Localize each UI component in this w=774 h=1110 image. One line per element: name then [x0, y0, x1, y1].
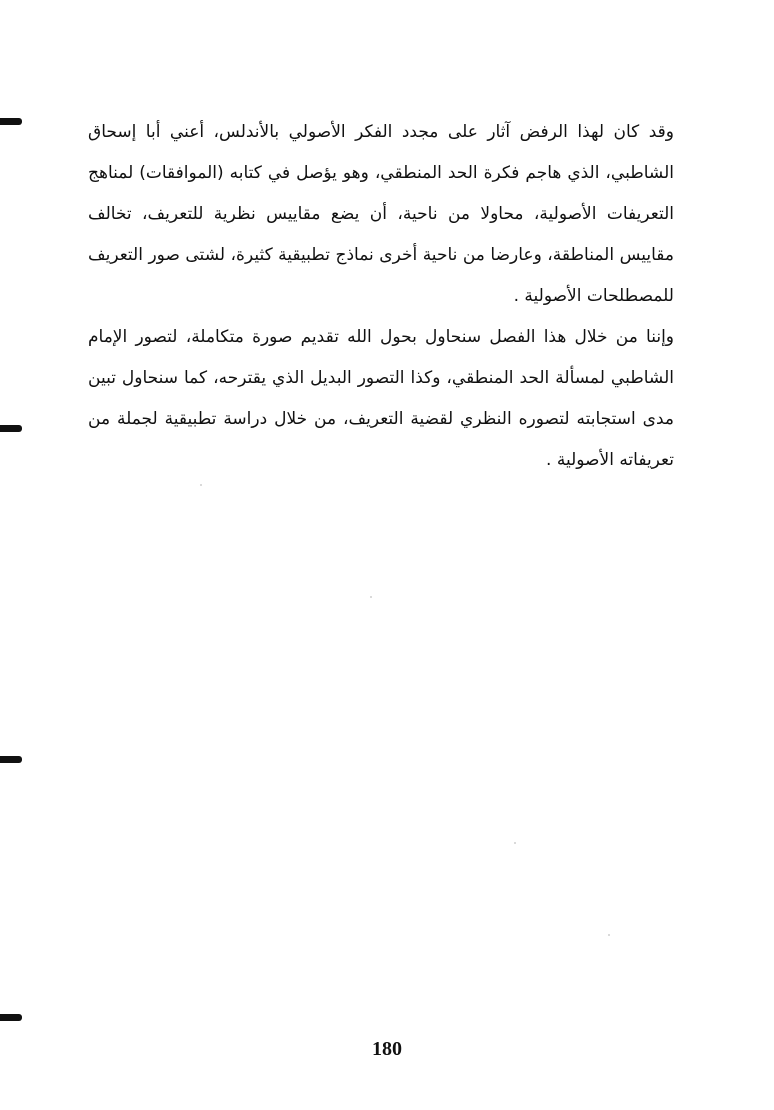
- scan-speck: [514, 842, 516, 844]
- paragraph-2: وإننا من خلال هذا الفصل سنحاول بحول الله تقديم صورة متكاملة، لتصور الإمام الشاطبي لمسألة الحد المنطقي، وكذا التصور البديل الذي يقترحه، كما سنحاول تبين مدى استجابته لتصوره النظري لقضية التعريف، من خلال دراسة تطبيقية لجملة من تعريفاته الأصولية .: [88, 327, 674, 470]
- binding-mark: [0, 118, 22, 125]
- scan-speck: [608, 934, 610, 936]
- paragraph-1: وقد كان لهذا الرفض آثار على مجدد الفكر الأصولي بالأندلس، أعني أبا إسحاق الشاطبي، الذي هاجم فكرة الحد المنطقي، وهو يؤصل في كتابه (الموافقات) لمناهج التعريفات الأصولية، محاولا من ناحية، أن يضع مقاييس نظرية للتعريف، تخالف مقاييس المناطقة، وعارضا من ناحية أخرى نماذج تطبيقية كثيرة، لشتى صور التعريف للمصطلحات الأصولية .: [88, 122, 674, 306]
- binding-mark: [0, 1014, 22, 1021]
- page-number: 180: [372, 1038, 402, 1060]
- binding-mark: [0, 425, 22, 432]
- scan-speck: [370, 596, 372, 598]
- body-text: [88, 112, 674, 481]
- binding-mark: [0, 756, 22, 763]
- scan-speck: [200, 484, 202, 486]
